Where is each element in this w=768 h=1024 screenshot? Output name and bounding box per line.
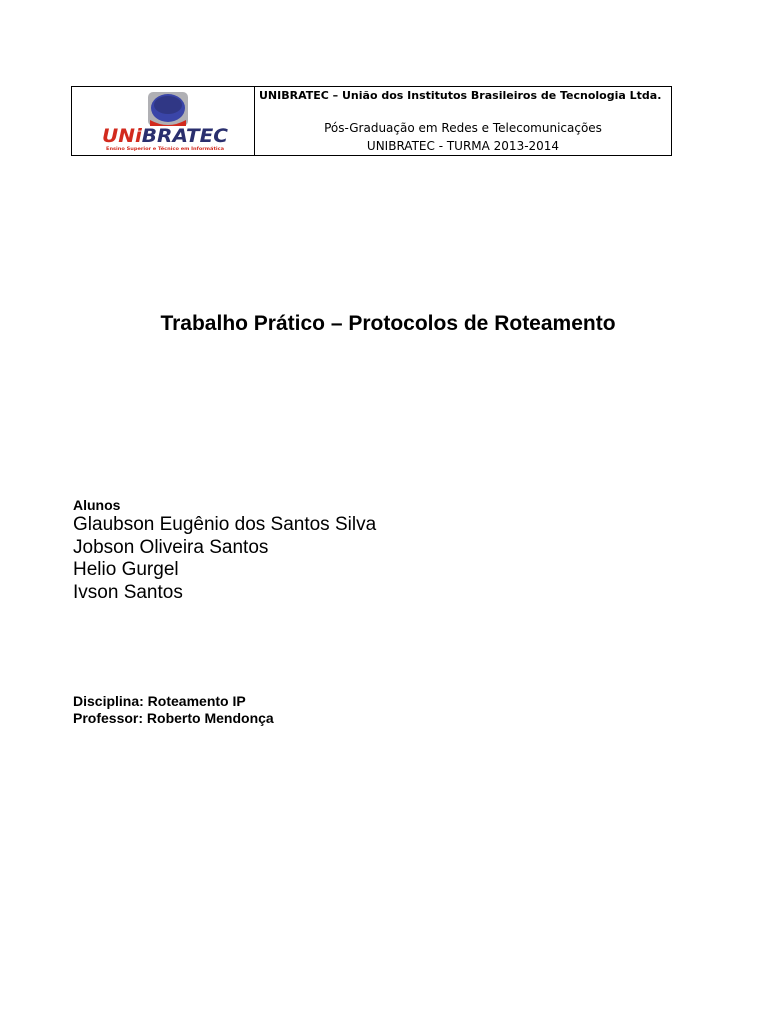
student-name: Helio Gurgel <box>73 559 179 580</box>
class-name: UNIBRATEC - TURMA 2013-2014 <box>366 139 560 153</box>
student-name: Jobson Oliveira Santos <box>73 536 269 558</box>
program-name: Pós-Graduação em Redes e Telecomunicações <box>324 121 602 135</box>
students-list <box>73 514 376 604</box>
institution-name: UNIBRATEC – União dos Institutos Brasileiros de Tecnologia Ltda. <box>259 89 662 102</box>
unibratec-logo <box>100 90 230 154</box>
students-label: Alunos <box>73 497 121 513</box>
logo-brand-text: UNi BRATEC <box>102 125 224 147</box>
discipline: Disciplina: Roteamento IP <box>73 693 246 709</box>
header-table <box>71 86 672 156</box>
logo-emblem-icon <box>148 92 188 126</box>
logo-cell <box>72 87 255 155</box>
professor: Professor: Roberto Mendonça <box>73 709 274 726</box>
institution-info <box>255 87 671 155</box>
document-title: Trabalho Prático – Protocolos de Roteamento <box>160 312 616 335</box>
logo-tagline: Ensino Superior e Técnico em Informática <box>106 147 214 152</box>
student-name: Glaubson Eugênio dos Santos Silva <box>73 514 377 535</box>
student-name: Ivson Santos <box>73 581 183 603</box>
course-info <box>73 693 274 726</box>
